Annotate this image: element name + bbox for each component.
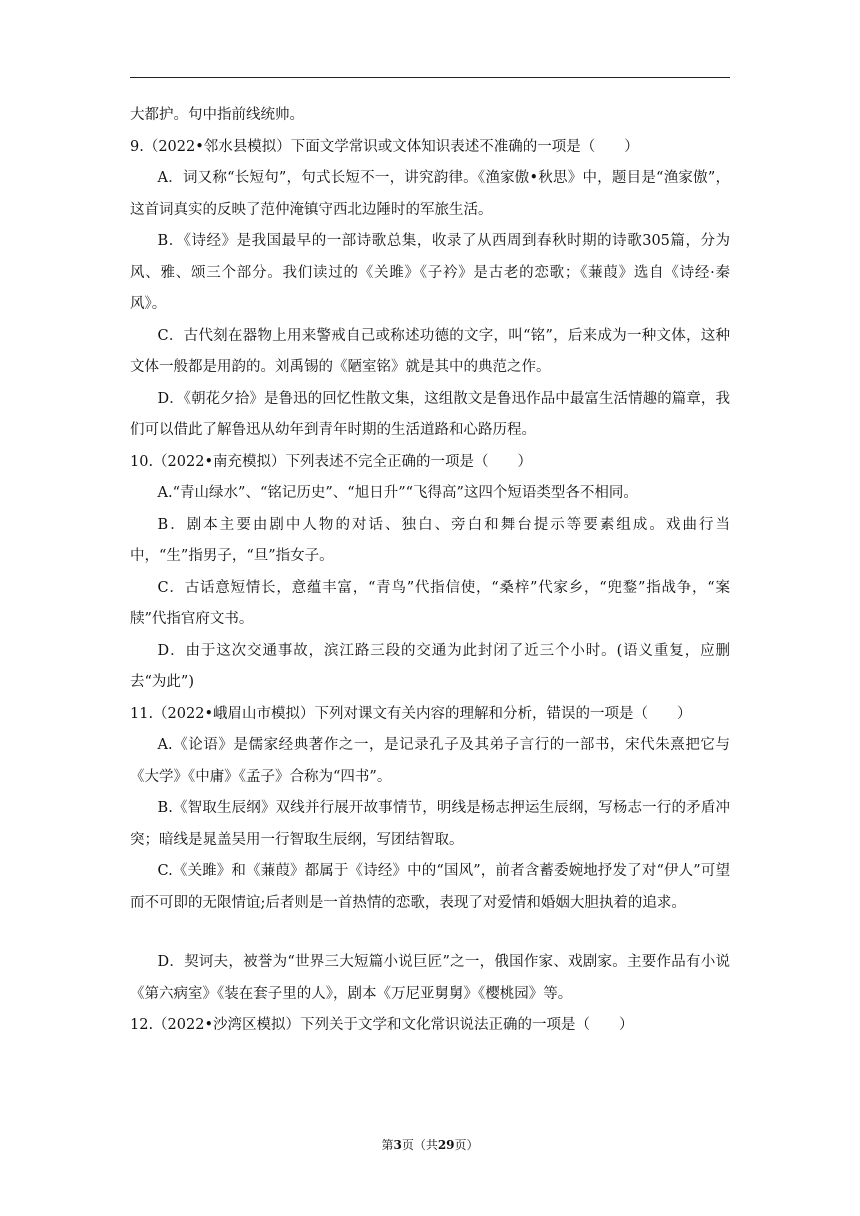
question-stem: 12.（2022•沙湾区模拟）下列关于文学和文化常识说法正确的一项是（ ） (130, 1017, 634, 1033)
question-stem: 10.（2022•南充模拟）下列表述不完全正确的一项是（ ） (130, 453, 533, 470)
question-stem: 9.（2022•邻水县模拟）下面文学常识或文体知识表述不准确的一项是（ ） (130, 138, 639, 155)
option-a: A.《论语》是儒家经典著作之一，是记录孔子及其弟子言行的一部书，宋代朱熹把它与《大学》《中庸》《孟子》合称为“四书”。 (130, 737, 730, 785)
header-rule (130, 77, 730, 78)
footer-middle: 页（共 (401, 1138, 438, 1152)
footer-page-number: 3 (393, 1138, 402, 1152)
footer-suffix: 页） (454, 1138, 479, 1152)
option-d: D．《朝花夕拾》是鲁迅的回忆性散文集，这组散文是鲁迅作品中最富生活情趣的篇章，我们可以借此了解鲁迅从幼年到青年时期的生活道路和心路历程。 (130, 390, 730, 438)
option-c: C．古代刻在器物上用来警戒自己或称述功德的文字，叫“铭”，后来成为一种文体，这种文体一般都是用韵的。刘禹锡的《陋室铭》就是其中的典范之作。 (130, 327, 730, 375)
question-10 (130, 447, 730, 699)
footer-prefix: 第 (381, 1138, 394, 1152)
question-12 (130, 1010, 730, 1042)
question-11 (130, 699, 730, 1011)
footer-total-pages: 29 (437, 1138, 455, 1152)
option-b: B．剧本主要由剧中人物的对话、独白、旁白和舞台提示等要素组成。戏曲行当中，“生”指男子，“旦”指女子。 (130, 516, 730, 564)
option-a: A.“青山绿水”、“铭记历史”、“旭日升”“飞得高”这四个短语类型各不相同。 (157, 485, 638, 501)
option-d: D．由于这次交通事故，滨江路三段的交通为此封闭了近三个小时。(语义重复，应删去“为此”) (130, 642, 730, 690)
option-b: B.《智取生辰纲》双线并行展开故事情节，明线是杨志押运生辰纲，写杨志一行的矛盾冲突；暗线是晁盖吴用一行智取生辰纲，写团结智取。 (130, 800, 730, 848)
option-c: C．古话意短情长，意蕴丰富，“青鸟”代指信使，“桑梓”代家乡，“兜鍪”指战争，“案牍”代指官府文书。 (130, 579, 730, 627)
question-9 (130, 132, 730, 447)
page-footer (0, 1136, 860, 1153)
continuation-text: 大都护。句中指前线统帅。 (130, 107, 304, 123)
option-d: D．契诃夫，被誉为“世界三大短篇小说巨匠”之一，俄国作家、戏剧家。主要作品有小说《第六病室》《装在套子里的人》，剧本《万尼亚舅舅》《樱桃园》等。 (130, 954, 730, 1002)
option-b: B．《诗经》是我国最早的一部诗歌总集，收录了从西周到春秋时期的诗歌305篇，分为风、雅、颂三个部分。我们读过的《关雎》《子衿》是古老的恋歌；《蒹葭》选自《诗经·秦风》。 (130, 233, 730, 312)
question-stem: 11.（2022•峨眉山市模拟）下列对课文有关内容的理解和分析，错误的一项是（ ） (130, 705, 692, 722)
option-c: C.《关雎》和《蒹葭》都属于《诗经》中的“国风”，前者含蓄委婉地抒发了对“伊人”可望而不可即的无限情谊;后者则是一首热情的恋歌，表现了对爱情和婚姻大胆执着的追求。 (130, 863, 730, 911)
option-a: A．词又称“长短句”，句式长短不一，讲究韵律。《渔家傲•秋思》中，题目是“渔家傲”，这首词真实的反映了范仲淹镇守西北边陲时的军旅生活。 (130, 170, 730, 218)
blank-gap (130, 919, 730, 947)
document-body (130, 100, 730, 1042)
